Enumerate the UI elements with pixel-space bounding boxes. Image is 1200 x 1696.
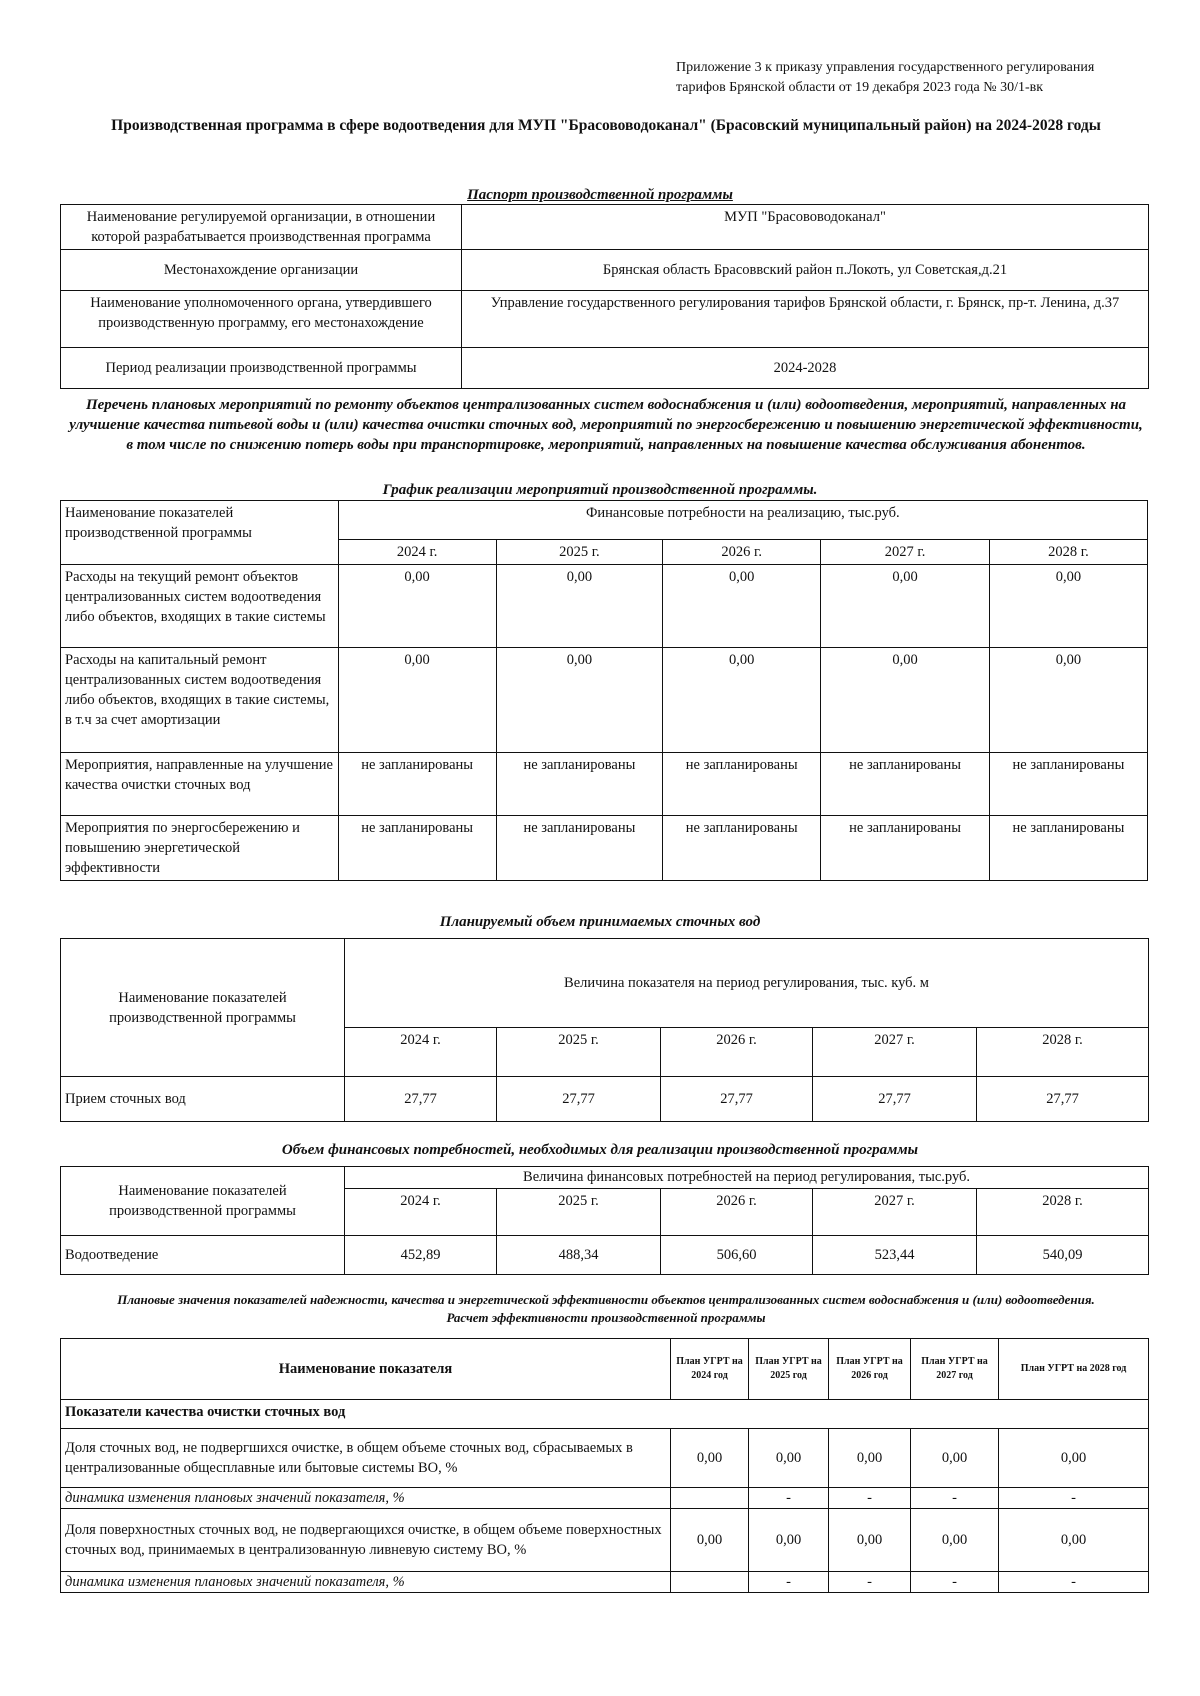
year-header: 2025 г. xyxy=(497,1188,661,1235)
year-header: 2024 г. xyxy=(345,1188,497,1235)
cell-value: 0,00 xyxy=(338,565,496,648)
cell-value: 0,00 xyxy=(749,1509,829,1572)
cell-value: - xyxy=(999,1572,1149,1593)
cell-value: - xyxy=(749,1572,829,1593)
cell-value: 0,00 xyxy=(338,648,496,753)
cell-value: - xyxy=(829,1488,911,1509)
cell-value: 452,89 xyxy=(345,1236,497,1275)
efficiency-title xyxy=(66,1291,1146,1327)
year-header: 2024 г. xyxy=(338,540,496,565)
volume-head-label: Наименование показателей производственной программы xyxy=(61,939,345,1077)
year-header: 2026 г. xyxy=(661,1028,813,1077)
cell-value: 488,34 xyxy=(497,1236,661,1275)
row-label: динамика изменения плановых значений показателя, % xyxy=(61,1572,671,1593)
row-label: динамика изменения плановых значений показателя, % xyxy=(61,1488,671,1509)
table-row xyxy=(61,753,1148,816)
cell-value: - xyxy=(999,1488,1149,1509)
efficiency-table xyxy=(60,1338,1149,1593)
efficiency-title-line1: Плановые значения показателей надежности, качества и энергетической эффективности объектов централизованных систем водоснабжения и (или) водоотведения. xyxy=(117,1292,1095,1307)
year-header: 2028 г. xyxy=(989,540,1147,565)
row-label: Водоотведение xyxy=(61,1236,345,1275)
cell-value: 0,00 xyxy=(663,565,821,648)
cell-value: не запланированы xyxy=(821,816,990,881)
finance-head-group: Величина финансовых потребностей на период регулирования, тыс.руб. xyxy=(345,1167,1149,1189)
document-title: Производственная программа в сфере водоотведения для МУП "Брасововодоканал" (Брасовский муниципальный район) на 2024-2028 годы xyxy=(111,117,1101,134)
passport-value: 2024-2028 xyxy=(462,348,1149,389)
finance-title: Объем финансовых потребностей, необходимых для реализации производственной программы xyxy=(281,1142,919,1158)
cell-value: не запланированы xyxy=(663,753,821,816)
table-row xyxy=(61,348,1149,389)
year-header: 2027 г. xyxy=(821,540,990,565)
passport-table xyxy=(60,204,1149,389)
year-header: 2027 г. xyxy=(813,1028,977,1077)
cell-value: 0,00 xyxy=(911,1509,999,1572)
cell-value: не запланированы xyxy=(496,753,663,816)
table-row xyxy=(61,1236,1149,1275)
cell-value: 0,00 xyxy=(829,1429,911,1488)
year-header: 2027 г. xyxy=(813,1188,977,1235)
volume-head-group: Величина показателя на период регулирования, тыс. куб. м xyxy=(345,939,1149,1028)
table-row xyxy=(61,1509,1149,1572)
row-label: Мероприятия, направленные на улучшение качества очистки сточных вод xyxy=(61,753,339,816)
table-header-row xyxy=(61,501,1148,540)
year-header: 2028 г. xyxy=(977,1188,1149,1235)
cell-value: 0,00 xyxy=(829,1509,911,1572)
table-row xyxy=(61,1488,1149,1509)
cell-value: - xyxy=(749,1488,829,1509)
row-label: Мероприятия по энергосбережению и повышению энергетической эффективности xyxy=(61,816,339,881)
cell-value: 0,00 xyxy=(821,648,990,753)
row-label: Прием сточных вод xyxy=(61,1077,345,1122)
year-header: 2026 г. xyxy=(661,1188,813,1235)
cell-value xyxy=(671,1572,749,1593)
cell-value: 0,00 xyxy=(821,565,990,648)
cell-value: - xyxy=(911,1572,999,1593)
schedule-head-label: Наименование показателей производственной программы xyxy=(61,501,339,565)
cell-value: не запланированы xyxy=(821,753,990,816)
finance-head-label: Наименование показателей производственной программы xyxy=(61,1167,345,1236)
passport-label: Наименование уполномоченного органа, утвердившего производственную программу, его местонахождение xyxy=(61,291,462,348)
section-label: Показатели качества очистки сточных вод xyxy=(61,1400,1149,1429)
table-row xyxy=(61,205,1149,250)
plan-header: План УГРТ на 2027 год xyxy=(911,1339,999,1400)
passport-label: Период реализации производственной программы xyxy=(61,348,462,389)
schedule-title: График реализации мероприятий производственной программы. xyxy=(382,482,818,498)
cell-value: 0,00 xyxy=(663,648,821,753)
schedule-table xyxy=(60,500,1148,881)
cell-value: 27,77 xyxy=(813,1077,977,1122)
cell-value: - xyxy=(829,1572,911,1593)
finance-table xyxy=(60,1166,1149,1275)
measures-list-title: Перечень плановых мероприятий по ремонту объектов централизованных систем водоснабжения и (или) водоотведения, мероприятий, направленных на улучшение качества питьевой воды и (или) качества очистки сточных вод, мероприятий по энергосбережению и повышению энергетической эффективности, в том числе по снижению потерь воды при транспортировке, мероприятий, направленных на повышение качества обслуживания абонентов. xyxy=(69,397,1143,453)
cell-value: не запланированы xyxy=(338,816,496,881)
table-header-row xyxy=(61,939,1149,1028)
cell-value: 0,00 xyxy=(911,1429,999,1488)
cell-value: не запланированы xyxy=(496,816,663,881)
table-row xyxy=(61,291,1149,348)
cell-value: 0,00 xyxy=(496,648,663,753)
cell-value: 0,00 xyxy=(496,565,663,648)
plan-header: План УГРТ на 2025 год xyxy=(749,1339,829,1400)
row-label: Расходы на капитальный ремонт централизованных систем водоотведения либо объектов, входящих в такие системы, в т.ч за счет амортизации xyxy=(61,648,339,753)
cell-value: 540,09 xyxy=(977,1236,1149,1275)
efficiency-title-line2: Расчет эффективности производственной программы xyxy=(446,1310,766,1325)
table-row xyxy=(61,1077,1149,1122)
schedule-head-group: Финансовые потребности на реализацию, тыс.руб. xyxy=(338,501,1147,540)
table-header-row xyxy=(61,1167,1149,1189)
cell-value: 0,00 xyxy=(989,565,1147,648)
passport-value: Управление государственного регулирования тарифов Брянской области, г. Брянск, пр-т. Ленина, д.37 xyxy=(462,291,1149,348)
volume-table xyxy=(60,938,1149,1122)
year-header: 2026 г. xyxy=(663,540,821,565)
cell-value: 0,00 xyxy=(999,1429,1149,1488)
cell-value: 27,77 xyxy=(497,1077,661,1122)
passport-label: Местонахождение организации xyxy=(61,250,462,291)
cell-value: 523,44 xyxy=(813,1236,977,1275)
table-row xyxy=(61,565,1148,648)
cell-value: 0,00 xyxy=(989,648,1147,753)
row-label: Расходы на текущий ремонт объектов централизованных систем водоотведения либо объектов, входящих в такие системы xyxy=(61,565,339,648)
cell-value: 0,00 xyxy=(999,1509,1149,1572)
annex-note: Приложение 3 к приказу управления государственного регулирования тарифов Брянской области от 19 декабря 2023 года № 30/1-вк xyxy=(676,60,1095,95)
row-label: Доля поверхностных сточных вод, не подвергающихся очистке, в общем объеме поверхностных сточных вод, принимаемых в централизованную ливневую систему ВО, % xyxy=(61,1509,671,1572)
cell-value: 0,00 xyxy=(749,1429,829,1488)
table-row xyxy=(61,648,1148,753)
plan-header: План УГРТ на 2024 год xyxy=(671,1339,749,1400)
section-row xyxy=(61,1400,1149,1429)
cell-value: - xyxy=(911,1488,999,1509)
plan-header: План УГРТ на 2026 год xyxy=(829,1339,911,1400)
passport-label: Наименование регулируемой организации, в отношении которой разрабатывается производственная программа xyxy=(61,205,462,250)
cell-value: 27,77 xyxy=(345,1077,497,1122)
year-header: 2028 г. xyxy=(977,1028,1149,1077)
cell-value: 0,00 xyxy=(671,1429,749,1488)
table-row xyxy=(61,816,1148,881)
cell-value: не запланированы xyxy=(989,816,1147,881)
year-header: 2025 г. xyxy=(496,540,663,565)
passport-title: Паспорт производственной программы xyxy=(467,187,733,203)
volume-title: Планируемый объем принимаемых сточных вод xyxy=(439,914,761,930)
table-row xyxy=(61,250,1149,291)
cell-value: 27,77 xyxy=(661,1077,813,1122)
cell-value: 27,77 xyxy=(977,1077,1149,1122)
cell-value xyxy=(671,1488,749,1509)
year-header: 2024 г. xyxy=(345,1028,497,1077)
cell-value: не запланированы xyxy=(663,816,821,881)
efficiency-head-label: Наименование показателя xyxy=(61,1339,671,1400)
passport-value: Брянская область Брасоввский район п.Локоть, ул Советская,д.21 xyxy=(462,250,1149,291)
passport-value: МУП "Брасововодоканал" xyxy=(462,205,1149,250)
cell-value: не запланированы xyxy=(338,753,496,816)
cell-value: 506,60 xyxy=(661,1236,813,1275)
plan-header: План УГРТ на 2028 год xyxy=(999,1339,1149,1400)
table-row xyxy=(61,1429,1149,1488)
table-row xyxy=(61,1572,1149,1593)
cell-value: не запланированы xyxy=(989,753,1147,816)
row-label: Доля сточных вод, не подвергшихся очистке, в общем объеме сточных вод, сбрасываемых в централизованные общесплавные или бытовые системы ВО, % xyxy=(61,1429,671,1488)
year-header: 2025 г. xyxy=(497,1028,661,1077)
cell-value: 0,00 xyxy=(671,1509,749,1572)
table-header-row xyxy=(61,1339,1149,1400)
